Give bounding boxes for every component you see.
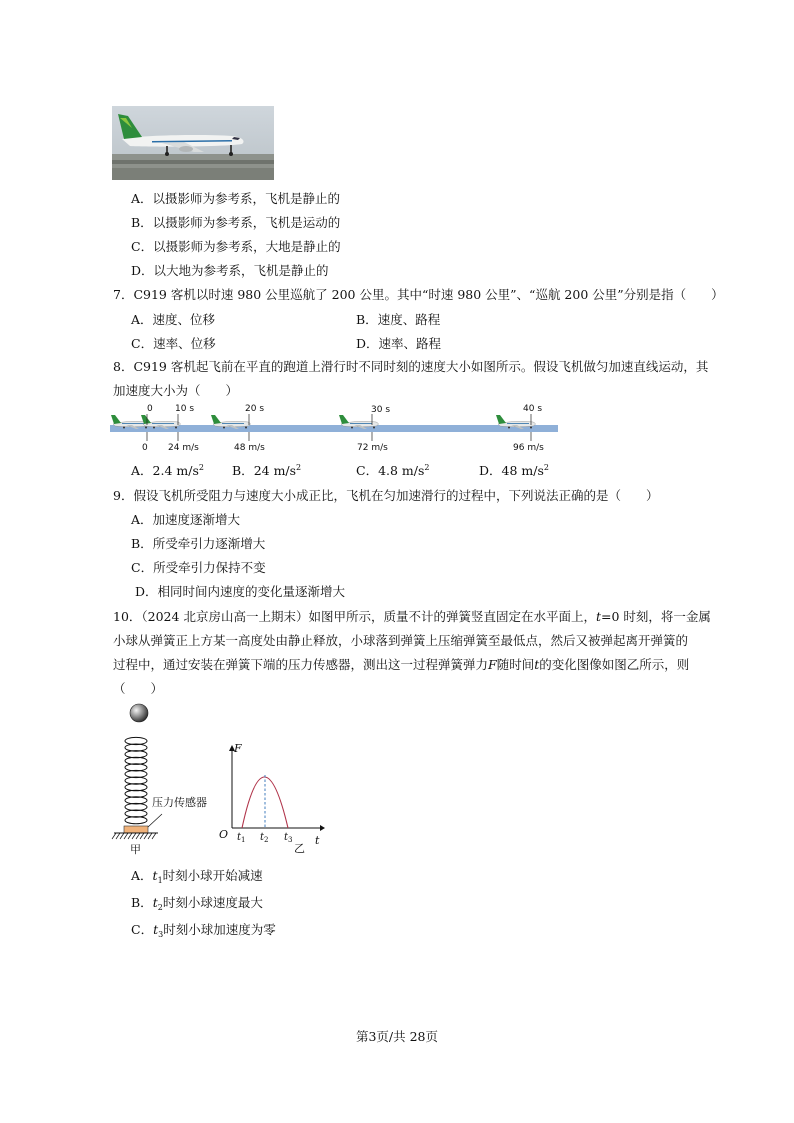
q10-option-c: C．$t_3$时刻小球加速度为零 xyxy=(131,922,276,939)
figure-jia-label: 甲 xyxy=(130,843,141,855)
axis-t-label: t xyxy=(315,834,320,847)
origin-label: O xyxy=(219,828,229,841)
q9-option-a: A．加速度逐渐增大 xyxy=(131,512,241,527)
speed-label-48: 48 m/s xyxy=(234,443,265,453)
t-axis-arrow-icon xyxy=(320,825,325,831)
q10-option-b: B．$t_2$时刻小球速度最大 xyxy=(131,895,263,912)
ground-hatch xyxy=(128,833,132,839)
spring-figure xyxy=(110,735,220,855)
time-label-0: 0 xyxy=(147,404,153,414)
q7-option-a: A．速度、位移 xyxy=(131,312,216,327)
q7-option-d: D．速率、路程 xyxy=(356,336,442,351)
t2-label: $t_2$ xyxy=(260,832,269,844)
q8-stem-line1: 8．C919 客机起飞前在平直的跑道上滑行时不同时刻的速度大小如图所示。假设飞机做匀加速直线运动，其 xyxy=(113,359,709,374)
q9-option-c: C．所受牵引力保持不变 xyxy=(131,560,266,575)
q8-option-a: A．2.4 $m/s^2$ xyxy=(131,463,204,478)
time-label-40s: 40 s xyxy=(523,404,543,414)
q9-option-b: B．所受牵引力逐渐增大 xyxy=(131,536,266,551)
q8-option-d: D．48 $m/s^2$ xyxy=(479,463,549,478)
speed-label-24: 24 m/s xyxy=(168,443,199,453)
q10-stem-line4: （ ） xyxy=(113,681,164,696)
q7-stem: 7．C919 客机以时速 980 公里巡航了 200 公里。其中“时速 980 公里”、“巡航 200 公里”分别是指（ ） xyxy=(113,287,724,302)
axis-f-label: F xyxy=(234,742,242,755)
q10-stem-line3: 过程中，通过安装在弹簧下端的压力传感器，测出这一过程弹簧弹力F随时间t的变化图像如图乙所示，则 xyxy=(113,657,690,672)
q6-option-a: A．以摄影师为参考系，飞机是静止的 xyxy=(131,191,341,206)
t3-label: $t_3$ xyxy=(284,832,293,844)
q7-option-c: C．速率、位移 xyxy=(131,336,216,351)
q8-stem-line2: 加速度大小为（ ） xyxy=(113,383,239,398)
page-footer: 第3页/共 28页 xyxy=(355,1029,439,1044)
q8-option-c: C．4.8 $m/s^2$ xyxy=(356,463,430,478)
t1-label: $t_1$ xyxy=(237,832,246,844)
q10-option-a: A．$t_1$时刻小球开始减速 xyxy=(131,868,263,885)
runway-svg xyxy=(110,398,560,458)
ground-hatch xyxy=(136,833,140,839)
q6-option-b: B．以摄影师为参考系，飞机是运动的 xyxy=(131,215,341,230)
ground-hatch xyxy=(124,833,128,839)
q10-stem-line1: 10．（2024 北京房山高一上期末）如图甲所示，质量不计的弹簧竖直固定在水平面上，t=0 时刻，将一金属 xyxy=(113,609,711,624)
ground-hatch xyxy=(148,833,152,839)
pressure-sensor xyxy=(124,826,148,833)
q10-stem-line2: 小球从弹簧正上方某一高度处由静止释放，小球落到弹簧上压缩弹簧至最低点，然后又被弹起离开弹簧的 xyxy=(113,633,689,648)
sensor-label: 压力传感器 xyxy=(152,796,207,809)
metal-ball xyxy=(129,703,149,726)
q9-stem: 9．假设飞机所受阻力与速度大小成正比，飞机在匀加速滑行的过程中，下列说法正确的是（ ） xyxy=(113,488,659,503)
q6-option-c: C．以摄影师为参考系，大地是静止的 xyxy=(131,239,341,254)
time-label-10s: 10 s xyxy=(175,404,195,414)
q7-option-b: B．速度、路程 xyxy=(356,312,441,327)
airplane-photo xyxy=(112,106,274,180)
time-label-20s: 20 s xyxy=(245,404,265,414)
figure-yi-label: 乙 xyxy=(294,842,305,855)
speed-label-0: 0 xyxy=(142,443,148,453)
runway-diagram xyxy=(110,398,560,458)
ground-hatch xyxy=(120,833,124,839)
force-time-graph xyxy=(212,738,332,860)
ground-hatch xyxy=(152,833,156,839)
time-label-30s: 30 s xyxy=(371,405,391,415)
speed-label-72: 72 m/s xyxy=(357,443,388,453)
ground-hatch xyxy=(116,833,120,839)
ground-hatch xyxy=(144,833,148,839)
ground-hatch xyxy=(140,833,144,839)
q6-option-d: D．以大地为参考系，飞机是静止的 xyxy=(131,263,329,278)
ground-hatch xyxy=(112,833,116,839)
ground-hatch xyxy=(132,833,136,839)
q9-option-d: D．相同时间内速度的变化量逐渐增大 xyxy=(135,584,346,599)
speed-label-96: 96 m/s xyxy=(513,443,544,453)
q8-option-b: B．24 $m/s^2$ xyxy=(232,463,302,478)
